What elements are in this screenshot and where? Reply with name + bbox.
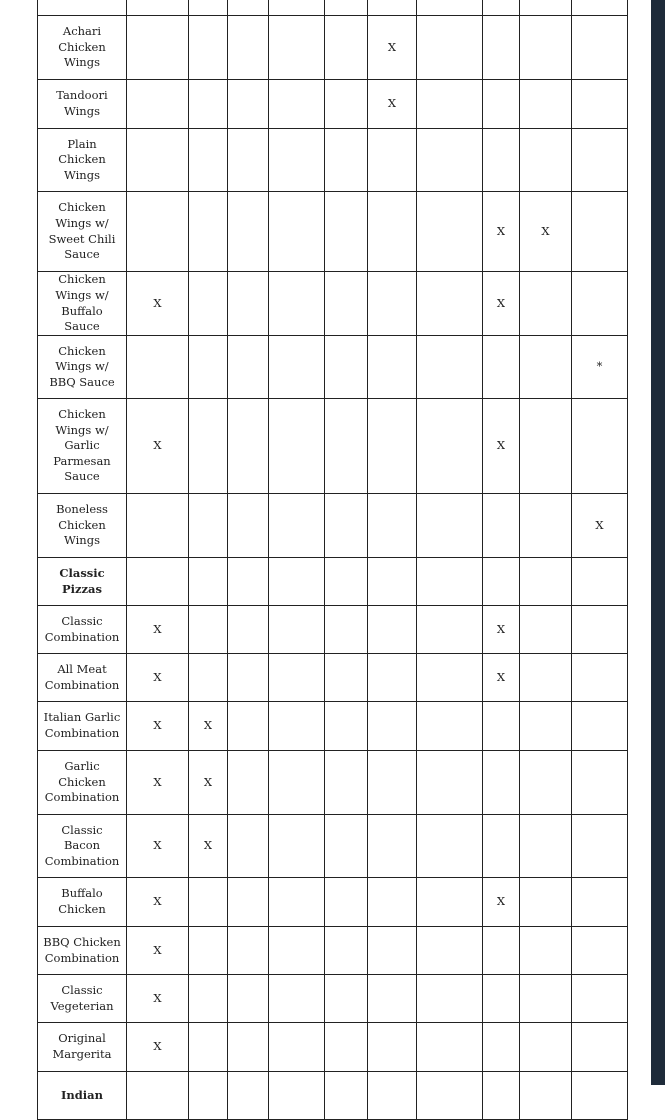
mark-cell — [189, 654, 228, 702]
mark-cell: X — [127, 1023, 189, 1072]
table-row — [38, 494, 628, 558]
mark-cell — [520, 815, 572, 878]
mark-cell — [325, 336, 368, 399]
mark-cell — [368, 1023, 417, 1072]
table-row — [38, 606, 628, 654]
table-row — [38, 654, 628, 702]
mark-cell — [572, 192, 628, 272]
mark-cell — [325, 751, 368, 815]
mark-cell — [269, 336, 325, 399]
mark-cell — [572, 0, 628, 16]
item-name: Italian Garlic Combination — [38, 702, 127, 751]
mark-cell — [520, 878, 572, 927]
mark-cell — [417, 558, 483, 606]
mark-cell — [127, 336, 189, 399]
mark-cell: X — [127, 399, 189, 494]
mark-cell — [269, 927, 325, 975]
mark-cell — [572, 751, 628, 815]
mark-cell — [189, 558, 228, 606]
mark-cell — [520, 558, 572, 606]
mark-cell — [325, 975, 368, 1023]
mark-cell — [417, 494, 483, 558]
mark-cell — [189, 80, 228, 129]
mark-cell — [483, 751, 520, 815]
mark-cell — [572, 1072, 628, 1120]
mark-cell — [417, 1023, 483, 1072]
table-row — [38, 1023, 628, 1072]
mark-cell — [572, 80, 628, 129]
mark-cell — [417, 975, 483, 1023]
mark-cell — [189, 336, 228, 399]
mark-cell — [189, 129, 228, 192]
mark-cell: X — [189, 702, 228, 751]
page-edge-bar — [651, 0, 665, 1085]
mark-cell — [417, 751, 483, 815]
section-heading: Indian — [38, 1072, 127, 1120]
mark-cell: X — [127, 927, 189, 975]
mark-cell — [572, 975, 628, 1023]
mark-cell — [368, 558, 417, 606]
mark-cell — [417, 702, 483, 751]
mark-cell — [269, 606, 325, 654]
mark-cell — [368, 815, 417, 878]
mark-cell — [189, 0, 228, 16]
mark-cell — [269, 494, 325, 558]
mark-cell — [228, 878, 269, 927]
mark-cell — [228, 751, 269, 815]
mark-cell — [520, 16, 572, 80]
mark-cell — [520, 751, 572, 815]
mark-cell — [228, 1023, 269, 1072]
mark-cell — [520, 494, 572, 558]
item-name: Chicken Wings w/ Garlic Parmesan Sauce — [38, 399, 127, 494]
mark-cell — [228, 272, 269, 336]
table-row — [38, 975, 628, 1023]
mark-cell — [269, 0, 325, 16]
mark-cell — [127, 80, 189, 129]
mark-cell — [483, 927, 520, 975]
item-name: Achari Chicken Wings — [38, 16, 127, 80]
mark-cell — [483, 16, 520, 80]
mark-cell — [572, 702, 628, 751]
mark-cell — [269, 702, 325, 751]
mark-cell — [127, 0, 189, 16]
section-row — [38, 558, 628, 606]
mark-cell: X — [483, 654, 520, 702]
mark-cell — [368, 702, 417, 751]
item-name: Classic Vegeterian — [38, 975, 127, 1023]
mark-cell — [127, 558, 189, 606]
table-row — [38, 336, 628, 399]
mark-cell — [368, 494, 417, 558]
mark-cell — [228, 336, 269, 399]
mark-cell — [417, 878, 483, 927]
mark-cell: X — [127, 751, 189, 815]
mark-cell — [520, 80, 572, 129]
mark-cell — [483, 80, 520, 129]
mark-cell — [269, 16, 325, 80]
section-heading: Classic Pizzas — [38, 558, 127, 606]
item-name: Classic Combination — [38, 606, 127, 654]
mark-cell — [228, 975, 269, 1023]
mark-cell — [269, 272, 325, 336]
mark-cell: X — [127, 654, 189, 702]
mark-cell — [368, 751, 417, 815]
mark-cell — [483, 558, 520, 606]
mark-cell — [228, 558, 269, 606]
mark-cell — [269, 815, 325, 878]
mark-cell — [520, 1023, 572, 1072]
mark-cell — [520, 129, 572, 192]
mark-cell — [325, 1072, 368, 1120]
mark-cell — [228, 702, 269, 751]
mark-cell: X — [483, 399, 520, 494]
mark-cell — [127, 129, 189, 192]
table-row — [38, 272, 628, 336]
mark-cell — [228, 129, 269, 192]
section-row — [38, 1072, 628, 1120]
mark-cell — [417, 0, 483, 16]
mark-cell — [269, 80, 325, 129]
mark-cell — [368, 0, 417, 16]
mark-cell — [572, 654, 628, 702]
mark-cell: X — [127, 815, 189, 878]
item-name: Plain Chicken Wings — [38, 129, 127, 192]
item-name: Classic Bacon Combination — [38, 815, 127, 878]
mark-cell — [520, 927, 572, 975]
mark-cell — [189, 1023, 228, 1072]
mark-cell — [228, 1072, 269, 1120]
mark-cell: X — [483, 272, 520, 336]
mark-cell — [368, 399, 417, 494]
mark-cell: X — [127, 606, 189, 654]
item-name: Original Margerita — [38, 1023, 127, 1072]
mark-cell — [189, 606, 228, 654]
table-row — [38, 16, 628, 80]
mark-cell — [228, 927, 269, 975]
table-row — [38, 192, 628, 272]
mark-cell — [417, 80, 483, 129]
mark-cell — [368, 654, 417, 702]
mark-cell: X — [189, 751, 228, 815]
mark-cell — [325, 878, 368, 927]
mark-cell — [269, 558, 325, 606]
mark-cell — [189, 16, 228, 80]
mark-cell — [483, 129, 520, 192]
mark-cell: * — [572, 336, 628, 399]
mark-cell — [368, 927, 417, 975]
mark-cell — [269, 129, 325, 192]
mark-cell — [228, 0, 269, 16]
mark-cell — [325, 192, 368, 272]
table-row — [38, 878, 628, 927]
table-row — [38, 815, 628, 878]
mark-cell — [572, 878, 628, 927]
mark-cell — [368, 192, 417, 272]
mark-cell — [269, 1023, 325, 1072]
mark-cell — [189, 975, 228, 1023]
mark-cell — [417, 16, 483, 80]
mark-cell — [325, 1023, 368, 1072]
mark-cell — [572, 16, 628, 80]
mark-cell: X — [368, 80, 417, 129]
mark-cell — [417, 654, 483, 702]
mark-cell — [572, 1023, 628, 1072]
mark-cell — [368, 975, 417, 1023]
item-name: Garlic Chicken Combination — [38, 751, 127, 815]
mark-cell: X — [127, 878, 189, 927]
mark-cell — [572, 606, 628, 654]
mark-cell — [325, 129, 368, 192]
table-row — [38, 129, 628, 192]
mark-cell — [189, 927, 228, 975]
mark-cell — [325, 80, 368, 129]
mark-cell — [228, 606, 269, 654]
mark-cell — [269, 1072, 325, 1120]
mark-cell — [269, 192, 325, 272]
mark-cell — [520, 1072, 572, 1120]
mark-cell — [417, 1072, 483, 1120]
mark-cell: X — [127, 272, 189, 336]
mark-cell — [368, 336, 417, 399]
table-row — [38, 751, 628, 815]
item-name: Tandoori Wings — [38, 80, 127, 129]
mark-cell — [269, 878, 325, 927]
mark-cell — [325, 272, 368, 336]
mark-cell — [572, 129, 628, 192]
mark-cell — [572, 399, 628, 494]
mark-cell: X — [483, 878, 520, 927]
allergen-table — [37, 0, 628, 1120]
mark-cell — [325, 702, 368, 751]
item-name: Boneless Chicken Wings — [38, 494, 127, 558]
mark-cell: X — [189, 815, 228, 878]
mark-cell — [520, 336, 572, 399]
mark-cell — [368, 606, 417, 654]
mark-cell — [127, 192, 189, 272]
item-name: All Meat Combination — [38, 654, 127, 702]
mark-cell — [483, 702, 520, 751]
table-row — [38, 399, 628, 494]
mark-cell — [228, 192, 269, 272]
mark-cell — [520, 702, 572, 751]
mark-cell: X — [520, 192, 572, 272]
mark-cell — [127, 494, 189, 558]
mark-cell — [368, 272, 417, 336]
mark-cell — [127, 1072, 189, 1120]
allergen-table-body — [38, 0, 628, 1120]
mark-cell — [189, 878, 228, 927]
mark-cell — [368, 1072, 417, 1120]
item-name — [38, 0, 127, 16]
item-name: Buffalo Chicken — [38, 878, 127, 927]
mark-cell — [572, 927, 628, 975]
mark-cell — [325, 494, 368, 558]
mark-cell — [325, 16, 368, 80]
mark-cell — [520, 272, 572, 336]
mark-cell — [325, 654, 368, 702]
mark-cell — [189, 1072, 228, 1120]
mark-cell — [269, 751, 325, 815]
mark-cell — [520, 399, 572, 494]
mark-cell: X — [572, 494, 628, 558]
mark-cell — [228, 654, 269, 702]
mark-cell — [483, 975, 520, 1023]
mark-cell — [325, 0, 368, 16]
mark-cell — [189, 494, 228, 558]
mark-cell — [189, 399, 228, 494]
mark-cell: X — [127, 975, 189, 1023]
mark-cell — [417, 336, 483, 399]
mark-cell — [520, 606, 572, 654]
mark-cell — [269, 399, 325, 494]
mark-cell — [417, 606, 483, 654]
mark-cell — [417, 927, 483, 975]
item-name: Chicken Wings w/ Sweet Chili Sauce — [38, 192, 127, 272]
mark-cell: X — [483, 192, 520, 272]
mark-cell — [127, 16, 189, 80]
mark-cell — [228, 80, 269, 129]
mark-cell — [228, 815, 269, 878]
mark-cell — [325, 606, 368, 654]
item-name: BBQ Chicken Combination — [38, 927, 127, 975]
table-row — [38, 80, 628, 129]
mark-cell — [572, 272, 628, 336]
mark-cell — [228, 16, 269, 80]
mark-cell — [520, 0, 572, 16]
mark-cell — [483, 1023, 520, 1072]
mark-cell: X — [127, 702, 189, 751]
item-name: Chicken Wings w/ BBQ Sauce — [38, 336, 127, 399]
mark-cell — [483, 0, 520, 16]
mark-cell — [417, 129, 483, 192]
mark-cell: X — [368, 16, 417, 80]
table-row — [38, 702, 628, 751]
mark-cell — [483, 1072, 520, 1120]
mark-cell — [417, 815, 483, 878]
mark-cell — [483, 815, 520, 878]
mark-cell — [189, 272, 228, 336]
mark-cell — [325, 927, 368, 975]
mark-cell — [228, 494, 269, 558]
mark-cell — [325, 399, 368, 494]
mark-cell — [572, 558, 628, 606]
mark-cell — [483, 494, 520, 558]
mark-cell — [572, 815, 628, 878]
mark-cell — [269, 654, 325, 702]
table-row — [38, 0, 628, 16]
mark-cell — [269, 975, 325, 1023]
mark-cell: X — [483, 606, 520, 654]
mark-cell — [325, 815, 368, 878]
mark-cell — [520, 975, 572, 1023]
mark-cell — [520, 654, 572, 702]
item-name: Chicken Wings w/ Buffalo Sauce — [38, 272, 127, 336]
mark-cell — [417, 192, 483, 272]
mark-cell — [483, 336, 520, 399]
mark-cell — [368, 878, 417, 927]
mark-cell — [189, 192, 228, 272]
mark-cell — [417, 272, 483, 336]
mark-cell — [417, 399, 483, 494]
table-row — [38, 927, 628, 975]
mark-cell — [228, 399, 269, 494]
mark-cell — [368, 129, 417, 192]
mark-cell — [325, 558, 368, 606]
